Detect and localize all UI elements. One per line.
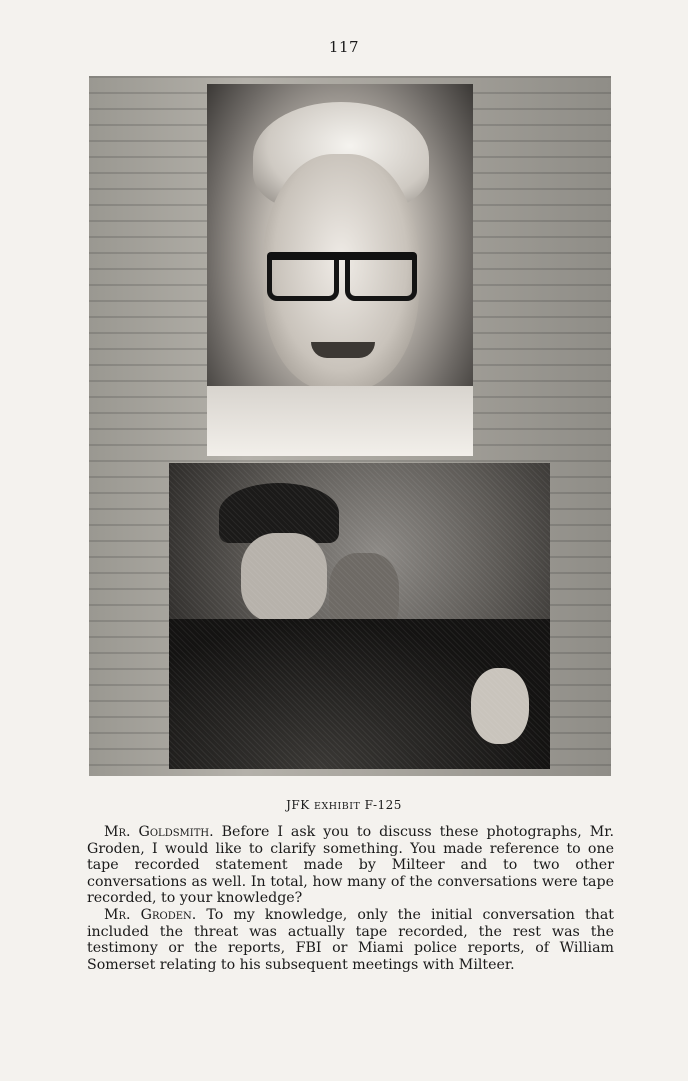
- caption-id: F-125: [364, 798, 402, 812]
- portrait-smile: [311, 342, 375, 358]
- paragraph-text: To my knowledge, only the initial conversation that included the threat was actually tape recorded, the rest was the testimony or the reports, FBI or Miami police reports, of William Somerset relating to his subsequent meetings with Milteer.: [87, 906, 615, 973]
- group-photo-grain: [169, 463, 550, 769]
- group-photo: [169, 463, 550, 769]
- speaker-label: Mr. Groden.: [104, 906, 197, 923]
- caption-prefix: JFK: [286, 798, 310, 812]
- transcript-paragraph: [87, 907, 614, 973]
- speaker-label: Mr. Goldsmith.: [104, 824, 214, 840]
- transcript-paragraph: [87, 824, 614, 907]
- page-number: 117: [328, 38, 360, 56]
- portrait-glasses: [267, 252, 417, 304]
- transcript-body: [87, 824, 614, 973]
- paragraph-text: Before I ask you to discuss these photographs, Mr. Groden, I would like to clarify something. You made reference to one tape recorded statement made by Milteer and to two other conversations as well. In total, how many of the conversations were tape recorded, to your knowledge?: [87, 824, 614, 907]
- portrait-photo: [207, 84, 473, 456]
- portrait-shirt: [207, 386, 473, 456]
- caption-exhibit: EXHIBIT: [314, 801, 361, 812]
- figure-caption: [0, 798, 688, 812]
- photo-plate: [89, 76, 611, 776]
